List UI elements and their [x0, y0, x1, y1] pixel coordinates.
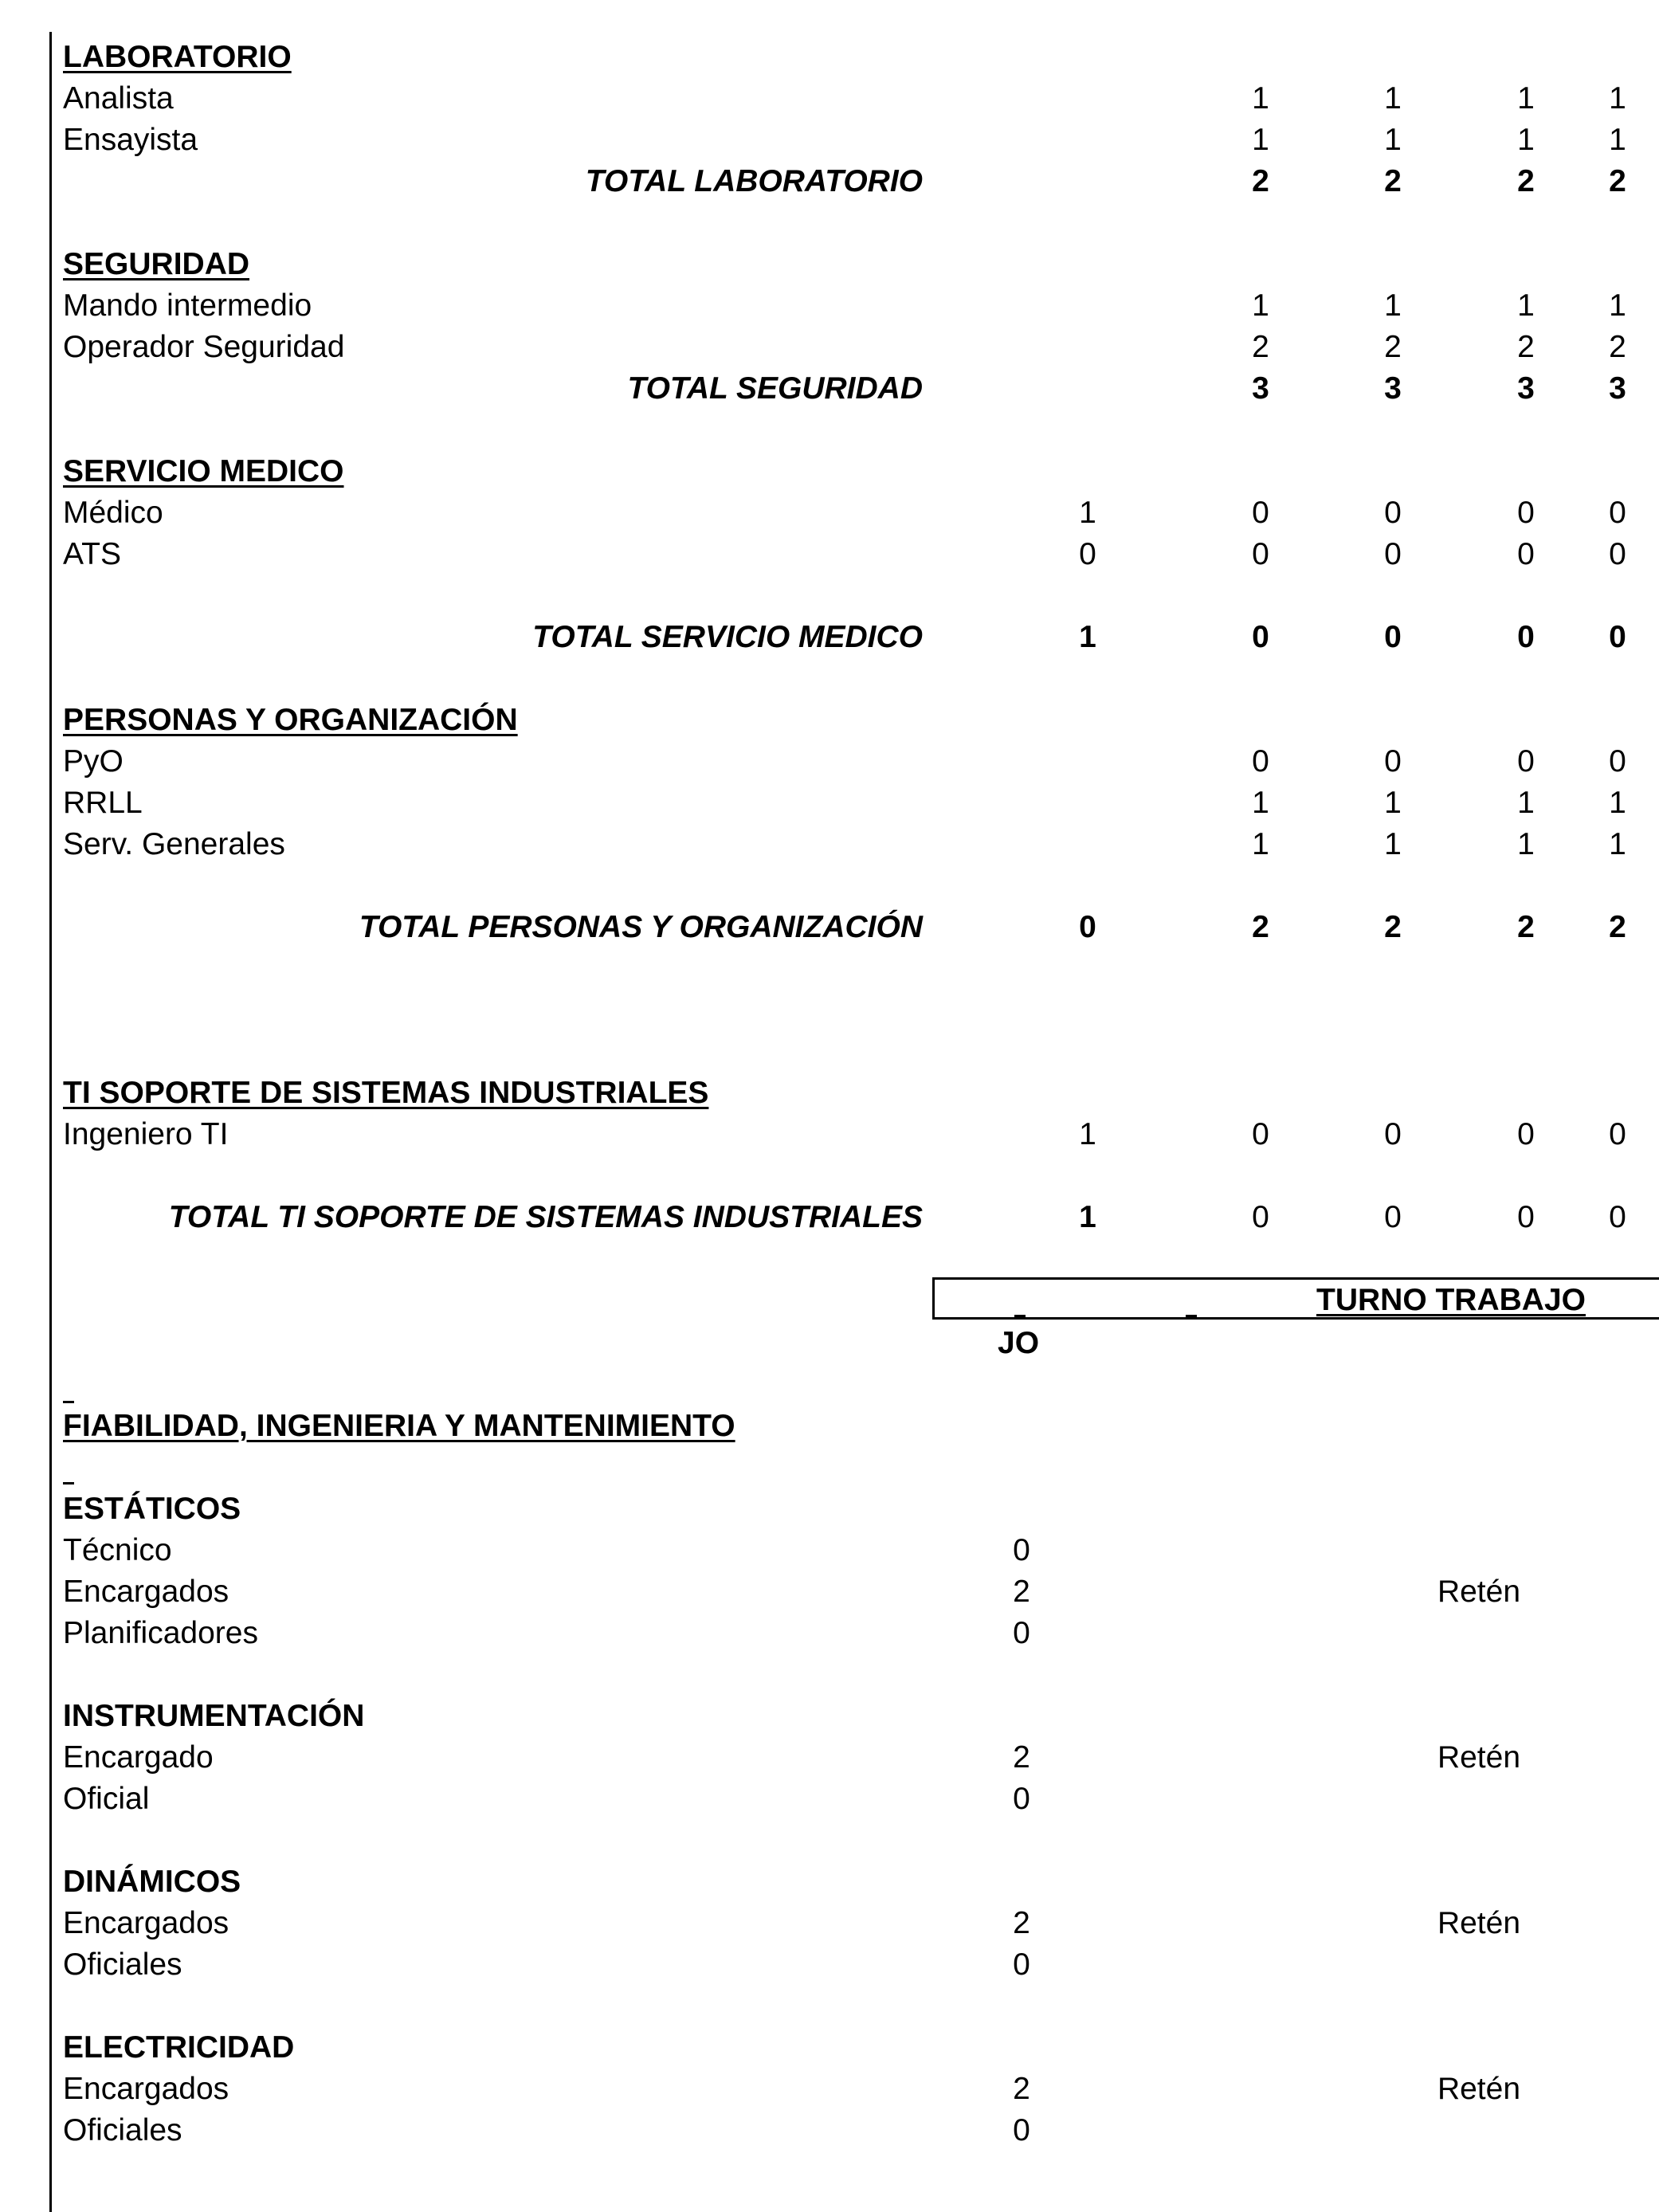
section-title-laboratorio: LABORATORIO [63, 40, 292, 74]
cell-value: 1 [1609, 81, 1626, 116]
row-label: Encargados [63, 1575, 229, 1609]
row-label: Encargados [63, 1906, 229, 1940]
cell-value: 1 [1384, 827, 1402, 861]
total-value: 3 [1517, 371, 1535, 406]
cell-value: 1 [1517, 827, 1535, 861]
total-label: TOTAL SERVICIO MEDICO [532, 620, 923, 654]
cell-value: 1 [1384, 288, 1402, 323]
cell-value: 1 [1079, 496, 1096, 530]
total-value: 2 [1384, 910, 1402, 944]
turno-trabajo-header: TURNO TRABAJO [1316, 1283, 1586, 1317]
header-left-rule [932, 1277, 935, 1320]
cell-value: 0 [1013, 1947, 1030, 1982]
cell-value: 2 [1384, 330, 1402, 364]
row-label: PyO [63, 744, 124, 779]
cell-value: 0 [1517, 744, 1535, 779]
cell-value: 1 [1079, 1117, 1096, 1151]
total-value: 2 [1517, 910, 1535, 944]
total-value: 1 [1079, 620, 1096, 654]
cell-value: 2 [1517, 330, 1535, 364]
cell-value: 2 [1252, 330, 1269, 364]
total-value: 2 [1609, 164, 1626, 198]
cell-value: 0 [1013, 1782, 1030, 1816]
header-dash-mark [1014, 1315, 1026, 1317]
section-title-ti: TI SOPORTE DE SISTEMAS INDUSTRIALES [63, 1076, 709, 1110]
cell-value: 0 [1517, 537, 1535, 571]
cell-value: 1 [1609, 786, 1626, 820]
total-label: TOTAL SEGURIDAD [627, 371, 923, 406]
cell-value: 0 [1384, 744, 1402, 779]
section-title-fiabilidad: FIABILIDAD, INGENIERIA Y MANTENIMIENTO [63, 1409, 735, 1443]
cell-value: 1 [1384, 123, 1402, 157]
cell-value: 0 [1252, 496, 1269, 530]
group-title-instrumentacion: INSTRUMENTACIÓN [63, 1699, 365, 1733]
cell-value: 0 [1013, 1616, 1030, 1650]
cell-value: 1 [1609, 827, 1626, 861]
row-label: Serv. Generales [63, 827, 285, 861]
cell-value: 2 [1609, 330, 1626, 364]
cell-value: 0 [1252, 537, 1269, 571]
dash-mark [63, 1401, 74, 1403]
cell-value: 1 [1252, 288, 1269, 323]
section-title-personas: PERSONAS Y ORGANIZACIÓN [63, 703, 518, 737]
row-label: Oficial [63, 1782, 150, 1816]
total-value: 0 [1252, 620, 1269, 654]
cell-value: 1 [1609, 123, 1626, 157]
total-value: 3 [1384, 371, 1402, 406]
header-dash-mark [1186, 1315, 1197, 1317]
total-value: 0 [1517, 620, 1535, 654]
group-title-estaticos: ESTÁTICOS [63, 1492, 241, 1526]
cell-value: 0 [1609, 744, 1626, 779]
row-label: ATS [63, 537, 121, 571]
dash-mark [63, 1482, 74, 1484]
cell-value: 0 [1517, 1117, 1535, 1151]
total-value: 0 [1384, 1200, 1402, 1234]
total-value: 2 [1609, 910, 1626, 944]
cell-value: 0 [1013, 2113, 1030, 2147]
row-label: Analista [63, 81, 174, 116]
total-value: 0 [1079, 910, 1096, 944]
row-label: Encargado [63, 1740, 214, 1775]
cell-value: 1 [1252, 827, 1269, 861]
row-label: Encargados [63, 2072, 229, 2106]
total-value: 2 [1517, 164, 1535, 198]
total-value: 1 [1079, 1200, 1096, 1234]
reten-note: Retén [1437, 1575, 1521, 1609]
total-value: 0 [1252, 1200, 1269, 1234]
row-label: Oficiales [63, 1947, 182, 1982]
cell-value: 0 [1252, 744, 1269, 779]
total-value: 3 [1252, 371, 1269, 406]
total-value: 2 [1252, 164, 1269, 198]
total-label: TOTAL PERSONAS Y ORGANIZACIÓN [359, 910, 923, 944]
row-label: Médico [63, 496, 163, 530]
reten-note: Retén [1437, 1906, 1521, 1940]
cell-value: 2 [1013, 1740, 1030, 1775]
section-title-servicio-medico: SERVICIO MEDICO [63, 454, 344, 488]
cell-value: 2 [1013, 1906, 1030, 1940]
left-border-line [49, 32, 52, 2212]
cell-value: 0 [1609, 1117, 1626, 1151]
total-value: 2 [1384, 164, 1402, 198]
cell-value: 0 [1609, 496, 1626, 530]
row-label: Mando intermedio [63, 288, 312, 323]
total-label: TOTAL TI SOPORTE DE SISTEMAS INDUSTRIALES [168, 1200, 923, 1234]
cell-value: 1 [1517, 288, 1535, 323]
total-value: 3 [1609, 371, 1626, 406]
row-label: RRLL [63, 786, 143, 820]
section-title-seguridad: SEGURIDAD [63, 247, 250, 281]
row-label: Oficiales [63, 2113, 182, 2147]
row-label: Ingeniero TI [63, 1117, 229, 1151]
cell-value: 0 [1079, 537, 1096, 571]
reten-note: Retén [1437, 2072, 1521, 2106]
jo-header: JO [998, 1326, 1040, 1360]
cell-value: 1 [1517, 123, 1535, 157]
row-label: Planificadores [63, 1616, 258, 1650]
cell-value: 0 [1384, 1117, 1402, 1151]
total-value: 0 [1609, 620, 1626, 654]
cell-value: 1 [1252, 81, 1269, 116]
total-label: TOTAL LABORATORIO [585, 164, 923, 198]
cell-value: 0 [1252, 1117, 1269, 1151]
cell-value: 0 [1384, 537, 1402, 571]
cell-value: 1 [1609, 288, 1626, 323]
cell-value: 0 [1517, 496, 1535, 530]
cell-value: 1 [1384, 81, 1402, 116]
total-value: 0 [1517, 1200, 1535, 1234]
cell-value: 0 [1609, 537, 1626, 571]
total-value: 0 [1609, 1200, 1626, 1234]
cell-value: 1 [1517, 81, 1535, 116]
row-label: Operador Seguridad [63, 330, 345, 364]
row-label: Técnico [63, 1533, 172, 1567]
total-value: 0 [1384, 620, 1402, 654]
cell-value: 1 [1517, 786, 1535, 820]
cell-value: 1 [1252, 123, 1269, 157]
reten-note: Retén [1437, 1740, 1521, 1775]
cell-value: 2 [1013, 1575, 1030, 1609]
cell-value: 0 [1384, 496, 1402, 530]
cell-value: 1 [1252, 786, 1269, 820]
cell-value: 0 [1013, 1533, 1030, 1567]
group-title-electricidad: ELECTRICIDAD [63, 2030, 295, 2065]
cell-value: 2 [1013, 2072, 1030, 2106]
cell-value: 1 [1384, 786, 1402, 820]
row-label: Ensayista [63, 123, 198, 157]
total-value: 2 [1252, 910, 1269, 944]
group-title-dinamicos: DINÁMICOS [63, 1865, 241, 1899]
